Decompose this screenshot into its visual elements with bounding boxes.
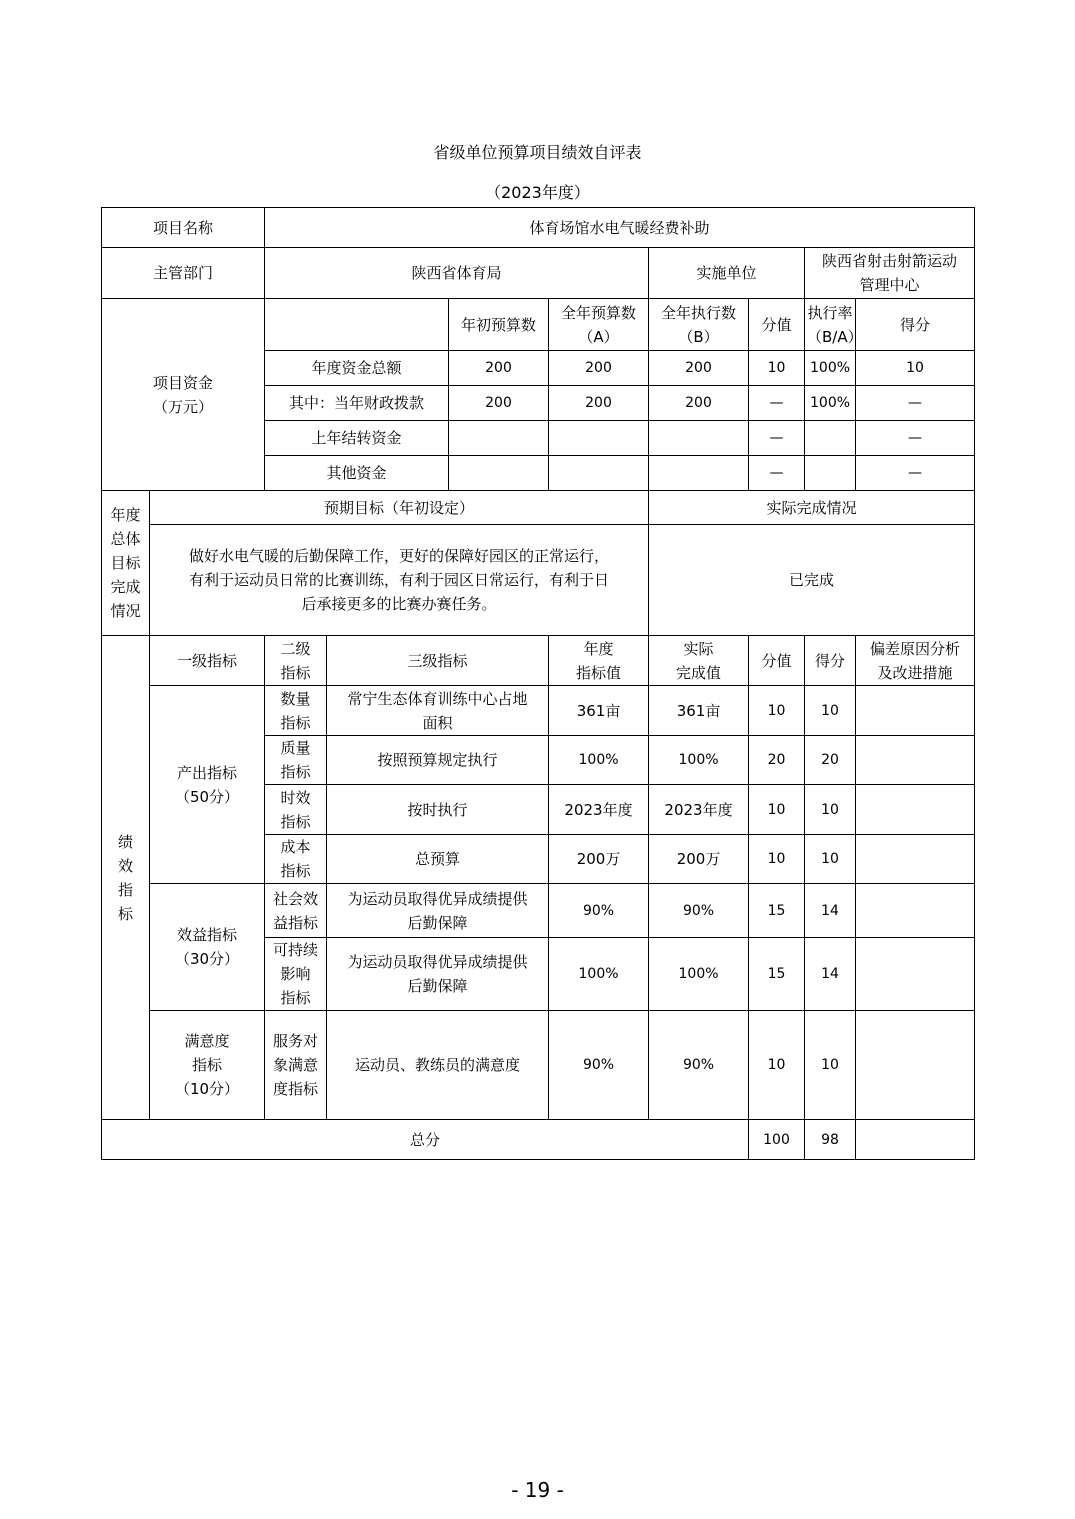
score-cell: 10 [805,686,856,736]
indicator-score-header: 得分 [805,636,856,686]
analysis-cell [856,938,975,1011]
value-cell: 10 [749,686,805,736]
funds-score: — [856,386,975,421]
indicator-row [102,884,975,938]
value-header: 分值 [749,636,805,686]
deviation-analysis-header: 偏差原因分析 及改进措施 [856,636,975,686]
funds-value: — [749,421,805,456]
target-cell: 2023年度 [549,785,649,835]
funds-initial: 200 [449,386,549,421]
funds-value: 10 [749,351,805,386]
funds-header-blank [265,299,449,351]
funds-row-label: 其他资金 [265,456,449,491]
score-cell: 10 [805,785,856,835]
level3-cell: 常宁生态体育训练中心占地 面积 [327,686,549,736]
target-cell: 200万 [549,835,649,884]
level2-cell: 数量 指标 [265,686,327,736]
target-cell: 100% [549,938,649,1011]
level2-cell: 可持续 影响 指标 [265,938,327,1011]
analysis-cell [856,1011,975,1120]
total-value: 100 [749,1120,805,1160]
level3-cell: 按照预算规定执行 [327,736,549,785]
benefit-indicators-label: 效益指标 （30分） [150,884,265,1011]
analysis-cell [856,736,975,785]
value-cell: 20 [749,736,805,785]
implementing-unit-value: 陕西省射击射箭运动 管理中心 [805,248,975,299]
funds-row-label: 年度资金总额 [265,351,449,386]
level2-header: 二级 指标 [265,636,327,686]
funds-score: 10 [856,351,975,386]
target-cell: 90% [549,884,649,938]
score-header: 得分 [856,299,975,351]
funds-rate [805,456,856,491]
value-cell: 10 [749,785,805,835]
total-label: 总分 [102,1120,749,1160]
annual-goal-label: 年度 总体 目标 完成 情况 [102,491,150,636]
funds-row-label: 其中：当年财政拨款 [265,386,449,421]
actual-completion-text: 已完成 [649,525,975,636]
indicators-header-row [102,636,975,686]
score-cell: 10 [805,835,856,884]
page-title: 省级单位预算项目绩效自评表 [433,143,642,162]
goal-content-row [102,525,975,636]
actual-cell: 90% [649,1011,749,1120]
initial-budget-header: 年初预算数 [449,299,549,351]
value-cell: 15 [749,884,805,938]
full-year-budget-header: 全年预算数 （A） [549,299,649,351]
level2-cell: 质量 指标 [265,736,327,785]
target-cell: 100% [549,736,649,785]
expected-goal-header: 预期目标（年初设定） [150,491,649,525]
expected-goal-text: 做好水电气暖的后勤保障工作，更好的保障好园区的正常运行， 有利于运动员日常的比赛训练，有利于园区日常运行，有利于日 后承接更多的比赛办赛任务。 [150,525,649,636]
actual-cell: 361亩 [649,686,749,736]
actual-cell: 200万 [649,835,749,884]
indicator-row [102,1011,975,1120]
level3-cell: 运动员、教练员的满意度 [327,1011,549,1120]
funds-exec [649,421,749,456]
score-cell: 14 [805,938,856,1011]
value-cell: 10 [749,835,805,884]
annual-target-header: 年度 指标值 [549,636,649,686]
department-row [102,248,975,299]
level3-cell: 为运动员取得优异成绩提供 后勤保障 [327,884,549,938]
execution-header: 全年执行数 （B） [649,299,749,351]
level3-header: 三级指标 [327,636,549,686]
score-cell: 20 [805,736,856,785]
execution-rate-header: 执行率 （B/A） [805,299,856,351]
actual-completion-header: 实际完成情况 [649,491,975,525]
funds-initial [449,456,549,491]
funds-value: — [749,386,805,421]
project-name-label: 项目名称 [102,208,265,248]
level2-cell: 服务对 象满意 度指标 [265,1011,327,1120]
funds-initial: 200 [449,351,549,386]
level1-header: 一级指标 [150,636,265,686]
project-name-value: 体育场馆水电气暖经费补助 [265,208,975,248]
analysis-cell [856,785,975,835]
indicator-row [102,686,975,736]
funds-full: 200 [549,386,649,421]
total-score: 98 [805,1120,856,1160]
implementing-unit-label: 实施单位 [649,248,805,299]
funds-label: 项目资金 （万元） [102,299,265,491]
funds-rate [805,421,856,456]
department-label: 主管部门 [102,248,265,299]
actual-cell: 2023年度 [649,785,749,835]
total-analysis-cell [856,1120,975,1160]
target-cell: 90% [549,1011,649,1120]
performance-table [101,207,975,1160]
actual-cell: 100% [649,938,749,1011]
department-value: 陕西省体育局 [265,248,649,299]
score-value-header: 分值 [749,299,805,351]
funds-full [549,456,649,491]
analysis-cell [856,835,975,884]
goal-header-row [102,491,975,525]
funds-score: — [856,421,975,456]
actual-cell: 90% [649,884,749,938]
score-cell: 14 [805,884,856,938]
total-row [102,1120,975,1160]
funds-rate: 100% [805,386,856,421]
funds-initial [449,421,549,456]
target-cell: 361亩 [549,686,649,736]
level2-cell: 时效 指标 [265,785,327,835]
score-cell: 10 [805,1011,856,1120]
report-year: （2023年度） [485,183,590,202]
level2-cell: 成本 指标 [265,835,327,884]
funds-exec [649,456,749,491]
funds-score: — [856,456,975,491]
analysis-cell [856,884,975,938]
performance-indicators-label: 绩 效 指 标 [102,636,150,1120]
actual-cell: 100% [649,736,749,785]
analysis-cell [856,686,975,736]
funds-exec: 200 [649,386,749,421]
funds-full: 200 [549,351,649,386]
project-name-row [102,208,975,248]
output-indicators-label: 产出指标 （50分） [150,686,265,884]
level3-cell: 按时执行 [327,785,549,835]
funds-rate: 100% [805,351,856,386]
funds-header-row [102,299,975,351]
value-cell: 15 [749,938,805,1011]
satisfaction-indicators-label: 满意度 指标 （10分） [150,1011,265,1120]
level3-cell: 总预算 [327,835,549,884]
funds-exec: 200 [649,351,749,386]
page-number: - 19 - [511,1478,564,1502]
value-cell: 10 [749,1011,805,1120]
funds-row-label: 上年结转资金 [265,421,449,456]
funds-full [549,421,649,456]
level3-cell: 为运动员取得优异成绩提供 后勤保障 [327,938,549,1011]
level2-cell: 社会效 益指标 [265,884,327,938]
actual-value-header: 实际 完成值 [649,636,749,686]
funds-value: — [749,456,805,491]
